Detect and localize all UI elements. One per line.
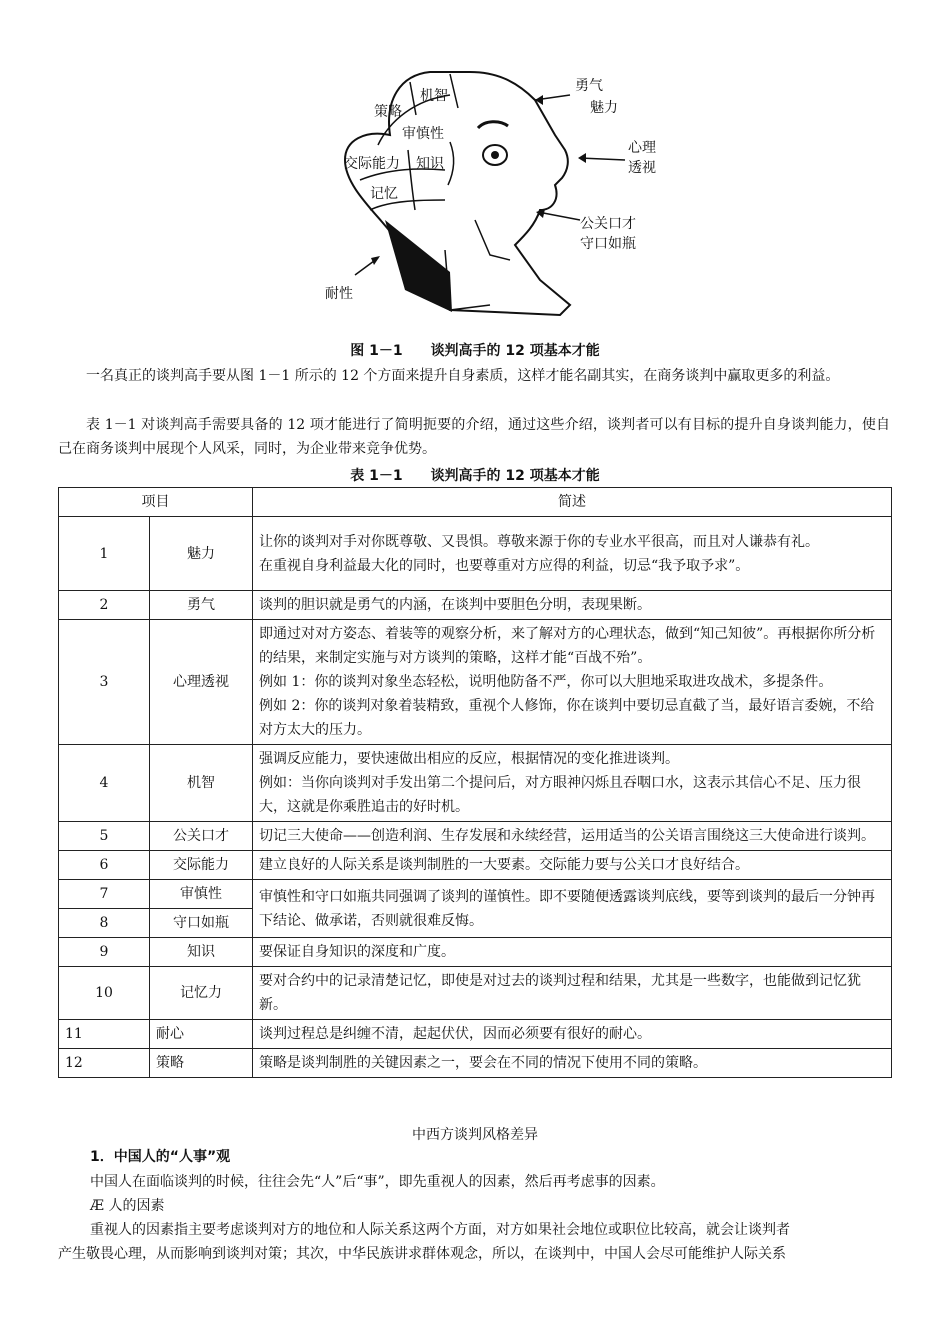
label-pr-2: 守口如瓶 xyxy=(580,236,636,252)
row-item: 公关口才 xyxy=(150,822,253,851)
table-row xyxy=(59,1049,892,1078)
row-desc-line: 强调反应能力，要快速做出相应的反应，根据情况的变化推进谈判。 xyxy=(259,751,679,767)
table-row xyxy=(59,851,892,880)
talents-head-figure xyxy=(325,60,670,345)
row-desc-line: 例如 1：你的谈判对象坐态轻松，说明他防备不严，你可以大胆地采取进攻战术，多提条件。 xyxy=(259,674,833,690)
label-psych-2: 透视 xyxy=(628,160,656,176)
figure-caption-text: 谈判高手的 12 项基本才能 xyxy=(430,343,600,359)
header-item: 项目 xyxy=(59,488,253,517)
row-desc-line: 例如：当你向谈判对手发出第二个提问后，对方眼神闪烁且吞咽口水，这表示其信心不足、压力很大，这就是你乘胜追击的好时机。 xyxy=(259,775,861,815)
row-item: 知识 xyxy=(150,938,253,967)
section-paragraph: 中国人在面临谈判的时候，往往会先“人”后“事”，即先重视人的因素，然后再考虑事的因素。 xyxy=(90,1174,665,1190)
row-item: 守口如瓶 xyxy=(150,909,253,938)
table-title xyxy=(0,465,950,485)
label-wit: 机智 xyxy=(420,88,448,104)
section-paragraph-line: 重视人的因素指主要考虑谈判对方的地位和人际关系这两个方面，对方如果社会地位或职位比较高，就会让谈判者 xyxy=(90,1222,790,1238)
row-num: 2 xyxy=(59,591,150,620)
row-item: 记忆力 xyxy=(150,967,253,1020)
talents-table xyxy=(58,487,892,1078)
label-courage: 勇气 xyxy=(575,78,603,94)
section-title: 中西方谈判风格差异 xyxy=(412,1127,538,1143)
head-illustration xyxy=(325,60,670,345)
row-desc: 要保证自身知识的深度和广度。 xyxy=(253,938,892,967)
section-subheading: Æ 人的因素 xyxy=(90,1198,165,1214)
dark-collar xyxy=(385,220,452,312)
row-desc xyxy=(253,620,892,745)
row-num: 1 xyxy=(59,517,150,591)
row-desc xyxy=(253,517,892,591)
row-desc: 切记三大使命——创造利润、生存发展和永续经营，运用适当的公关语言围绕这三大使命进行谈判。 xyxy=(253,822,892,851)
label-pr-1: 公关口才 xyxy=(580,216,636,232)
figure-caption-num: 图 1－1 xyxy=(350,343,403,359)
row-desc: 策略是谈判制胜的关键因素之一，要会在不同的情况下使用不同的策略。 xyxy=(253,1049,892,1078)
row-num: 4 xyxy=(59,745,150,822)
row-num: 12 xyxy=(59,1049,150,1078)
label-charm: 魅力 xyxy=(590,100,618,116)
row-num: 10 xyxy=(59,967,150,1020)
table-row xyxy=(59,880,892,909)
table-row xyxy=(59,591,892,620)
section-paragraph-line: 产生敬畏心理，从而影响到谈判对策；其次，中华民族讲求群体观念，所以，在谈判中，中国人会尽可能维护人际关系 xyxy=(58,1246,786,1262)
label-social: 交际能力 xyxy=(344,156,400,172)
row-num: 3 xyxy=(59,620,150,745)
row-desc: 谈判过程总是纠缠不清，起起伏伏，因而必须要有很好的耐心。 xyxy=(253,1020,892,1049)
row-num: 7 xyxy=(59,880,150,909)
row-num: 8 xyxy=(59,909,150,938)
row-item: 魅力 xyxy=(150,517,253,591)
intro-paragraph-1: 一名真正的谈判高手要从图 1－1 所示的 12 个方面来提升自身素质，这样才能名副其实，在商务谈判中赢取更多的利益。 xyxy=(86,368,840,384)
table-row xyxy=(59,1020,892,1049)
table-row xyxy=(59,620,892,745)
row-item: 策略 xyxy=(150,1049,253,1078)
table-title-text: 谈判高手的 12 项基本才能 xyxy=(430,468,600,484)
row-num: 6 xyxy=(59,851,150,880)
table-row xyxy=(59,745,892,822)
label-knowledge: 知识 xyxy=(416,156,444,172)
row-item: 审慎性 xyxy=(150,880,253,909)
row-item: 心理透视 xyxy=(150,620,253,745)
row-desc-line: 即通过对对方姿态、着装等的观察分析，来了解对方的心理状态，做到“知己知彼”。再根据你所分析的结果，来制定实施与对方谈判的策略，这样才能“百战不殆”。 xyxy=(259,626,876,666)
row-item: 机智 xyxy=(150,745,253,822)
row-num: 9 xyxy=(59,938,150,967)
row-item: 交际能力 xyxy=(150,851,253,880)
row-desc xyxy=(253,745,892,822)
header-desc: 简述 xyxy=(253,488,892,517)
section-heading: 1．中国人的“人事”观 xyxy=(90,1149,231,1165)
table-header-row xyxy=(59,488,892,517)
row-num: 11 xyxy=(59,1020,150,1049)
label-psych-1: 心理 xyxy=(628,140,656,156)
intro-paragraph-2: 表 1－1 对谈判高手需要具备的 12 项才能进行了简明扼要的介绍，通过这些介绍，谈判者可以有目标的提升自身谈判能力，使自己在商务谈判中展现个人风采，同时，为企业带来竞争优势。 xyxy=(58,417,890,457)
row-desc: 谈判的胆识就是勇气的内涵，在谈判中要胆色分明，表现果断。 xyxy=(253,591,892,620)
row-item: 耐心 xyxy=(150,1020,253,1049)
row-desc-line: 让你的谈判对手对你既尊敬、又畏惧。尊敬来源于你的专业水平很高，而且对人谦恭有礼。 xyxy=(259,533,819,550)
label-strategy: 策略 xyxy=(374,104,402,120)
row-desc-line: 在重视自身利益最大化的同时，也要尊重对方应得的利益，切忌“我予取予求”。 xyxy=(259,557,750,574)
row-desc: 要对合约中的记录清楚记忆，即使是对过去的谈判过程和结果，尤其是一些数字，也能做到记忆犹新。 xyxy=(253,967,892,1020)
figure-caption xyxy=(0,340,950,360)
row-desc: 审慎性和守口如瓶共同强调了谈判的谨慎性。即不要随便透露谈判底线，要等到谈判的最后一分钟再下结论、做承诺，否则就很难反悔。 xyxy=(253,880,892,938)
row-desc-line: 例如 2：你的谈判对象着装精致，重视个人修饰，你在谈判中要切忌直截了当，最好语言委婉，不给对方太大的压力。 xyxy=(259,698,875,738)
row-num: 5 xyxy=(59,822,150,851)
table-title-num: 表 1－1 xyxy=(350,468,403,484)
row-item: 勇气 xyxy=(150,591,253,620)
row-desc: 建立良好的人际关系是谈判制胜的一大要素。交际能力要与公关口才良好结合。 xyxy=(253,851,892,880)
table-row xyxy=(59,938,892,967)
table-row xyxy=(59,822,892,851)
label-patience: 耐性 xyxy=(325,286,353,302)
table-row xyxy=(59,967,892,1020)
table-row xyxy=(59,517,892,591)
label-memory: 记忆 xyxy=(370,186,398,202)
label-caution: 审慎性 xyxy=(402,126,444,142)
